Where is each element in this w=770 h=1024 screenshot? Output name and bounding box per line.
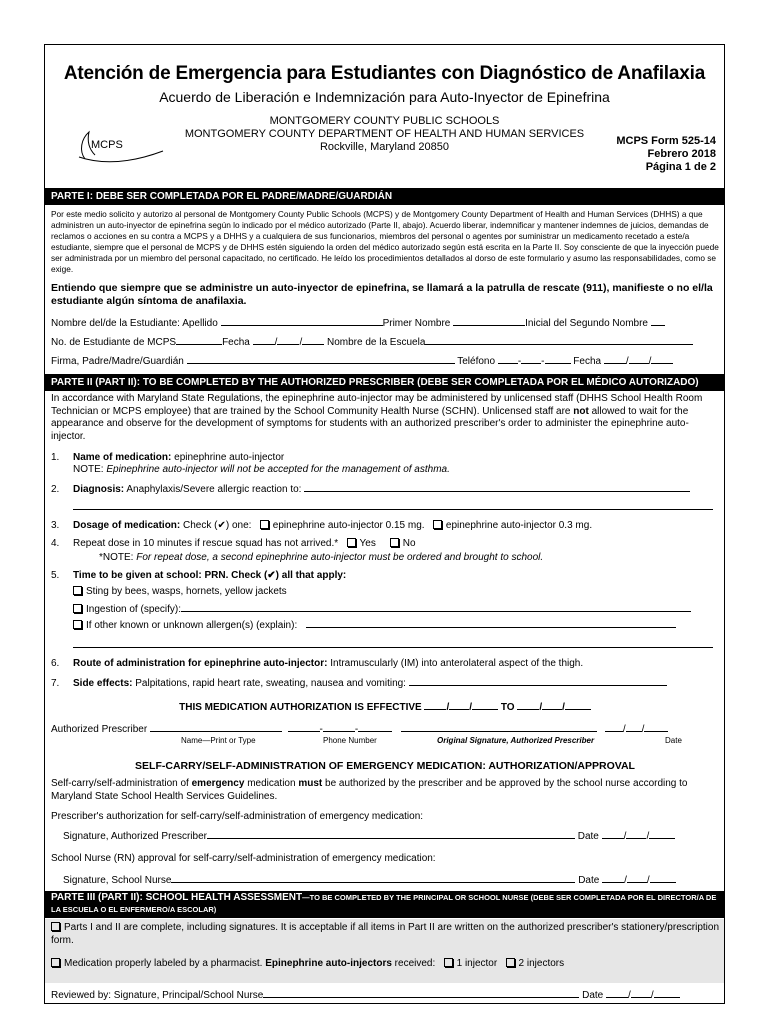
dose-03-label: epinephrine auto-injector 0.3 mg. xyxy=(445,520,593,531)
prescriber-signature-field[interactable] xyxy=(401,722,597,732)
prescriber-auth-label: Prescriber's authorization for self-carry/self-administration of emergency medication: xyxy=(51,811,424,822)
caption-date: Date xyxy=(665,736,682,745)
self-carry-c: medication xyxy=(244,778,299,789)
form-title: Atención de Emergencia para Estudiantes con Diagnóstico de Anafilaxia xyxy=(63,63,706,84)
other-allergen-field[interactable] xyxy=(306,618,676,628)
item-5-opt2 xyxy=(51,602,741,615)
form-id-block xyxy=(616,135,716,174)
reviewed-label: Reviewed by: Signature, Principal/School Nurse xyxy=(51,990,264,1001)
parent-signature-row: Firma, Padre/Madre/Guardián Teléfono - - Fecha / / xyxy=(51,354,719,367)
part1-body: Por este medio solicito y autorizo al personal de Montgomery County Public Schools (MCPS) y de Montgomery County Department of Health and Human Services (DHHS) a que administren un auto-inyector de epinefrina según lo indicado por el médico autorizado (Parte II, abajo). Acuerdo liberar, indemnificar y mantener indemnes de juicios, demandas de reclamos o acciones en su contra a MCPS y a DHHS y a cualquiera de sus funcionarios, miembros del personal o agentes por suministrar un medicamento recetado a este/a estudiante, siempre que el personal de MCPS y de DHHS estén siguiendo la orden del médico autorizado según está escrita en la Parte II. Soy consciente de que la inyección puede ser administrada por un miembro del personal capacitado, no certificado. He leído los procedimientos detallados al dorso de este formulario y asumo las responsabilidades, como se exige. xyxy=(51,209,719,274)
part2-heading: PARTE II (PART II): TO BE COMPLETED BY THE AUTHORIZED PRESCRIBER (DEBE SER COMPLETADA POR EL MÉDICO AUTORIZADO) xyxy=(45,374,724,391)
student-initial-label: Inicial del Segundo Nombre xyxy=(525,318,648,329)
date2-month-field[interactable] xyxy=(604,354,626,364)
ingestion-label: Ingestion of (specify): xyxy=(86,604,182,615)
caption-signature: Original Signature, Authorized Prescriber xyxy=(437,736,595,745)
diagnosis-field-2[interactable] xyxy=(73,500,713,510)
item-6: 6. Route of administration for epinephrine auto-injector: Intramuscularly (IM) into anterolateral aspect of the thigh. xyxy=(51,658,584,669)
org-line-1: MONTGOMERY COUNTY PUBLIC SCHOOLS xyxy=(269,115,500,127)
student-id-row: No. de Estudiante de MCPS Fecha / / Nombre de la Escuela xyxy=(51,335,719,348)
school-name-field[interactable] xyxy=(425,335,693,345)
effective-to-label: TO xyxy=(500,702,515,713)
effective-row: THIS MEDICATION AUTHORIZATION IS EFFECTIVE / / TO / / xyxy=(51,700,719,713)
effective-label: THIS MEDICATION AUTHORIZATION IS EFFECTIVE xyxy=(179,702,422,713)
parts-complete-checkbox[interactable] xyxy=(51,922,60,931)
item-5-opt3 xyxy=(51,618,741,631)
self-carry-b1: emergency xyxy=(191,778,245,789)
item-2: 2. Diagnosis: Anaphylaxis/Severe allergic reaction to: xyxy=(51,482,719,495)
prescriber-date-day[interactable] xyxy=(626,722,642,732)
sting-label: Sting by bees, wasps, hornets, yellow jackets xyxy=(86,586,287,597)
item-4-note-text: For repeat dose, a second epinephrine auto-injector must be ordered and brought to school. xyxy=(136,552,544,563)
phone-area-field[interactable] xyxy=(498,354,518,364)
effective-to-day[interactable] xyxy=(542,700,562,710)
prescriber-auth-signature-field[interactable] xyxy=(207,829,575,839)
item-3: 3. Dosage of medication: Check (✔) one: epinephrine auto-injector 0.15 mg. epinephrine auto-injector 0.3 mg. xyxy=(51,520,593,531)
item-3-value: Check (✔) one: xyxy=(180,520,252,531)
prescriber-phone-prefix[interactable] xyxy=(323,722,355,732)
part2-intro-b: allowed to wait for the appearance and observe for the development of symptoms for students with an authorized prescriber's order to administer the epinephrine auto-injector. xyxy=(51,405,689,442)
nurse-signature-field[interactable] xyxy=(171,873,575,883)
labeled-checkbox[interactable] xyxy=(51,958,60,967)
mcps-logo xyxy=(65,129,165,165)
form-date: Febrero 2018 xyxy=(647,148,716,160)
other-allergen-line-2 xyxy=(51,638,741,651)
form-page xyxy=(44,44,725,1004)
prescriber-auth-row: Signature, Authorized Prescriber Date / / xyxy=(51,829,731,842)
diagnosis-field[interactable] xyxy=(304,482,690,492)
org-line-2: MONTGOMERY COUNTY DEPARTMENT OF HEALTH AND HUMAN SERVICES xyxy=(184,128,585,140)
parent-signature-label: Firma, Padre/Madre/Guardián xyxy=(51,356,184,367)
diagnosis-line-2 xyxy=(51,500,741,513)
logo-text: MCPS xyxy=(91,139,123,151)
sting-checkbox[interactable] xyxy=(73,586,82,595)
prescriber-auth-signature-label: Signature, Authorized Prescriber xyxy=(63,831,207,842)
prescriber-date-year[interactable] xyxy=(644,722,668,732)
prescriber-row: Authorized Prescriber - - / / xyxy=(51,722,719,735)
school-name-label: Nombre de la Escuela xyxy=(327,337,426,348)
item-2-value: Anaphylaxis/Severe allergic reaction to: xyxy=(124,484,302,495)
item-7: 7. Side effects: Palpitations, rapid heart rate, sweating, nausea and vomiting: xyxy=(51,676,719,689)
self-carry-a: Self-carry/self-administration of xyxy=(51,778,192,789)
other-allergen-checkbox[interactable] xyxy=(73,620,82,629)
phone-prefix-field[interactable] xyxy=(521,354,541,364)
date2-label: Fecha xyxy=(573,356,602,367)
self-carry-d: be authorized by the prescriber and be approved by the school nurse according to Maryland State School Health Services Guidelines. xyxy=(51,778,688,802)
labeled-label: Medication properly labeled by a pharmacist. xyxy=(64,958,266,969)
prescriber-phone-line[interactable] xyxy=(358,722,392,732)
dose-03-checkbox[interactable] xyxy=(433,520,442,529)
part2-intro-bold: not xyxy=(573,405,589,417)
date2-year-field[interactable] xyxy=(651,354,673,364)
reviewed-date-label: Date xyxy=(582,990,604,1001)
item-1-note xyxy=(51,464,741,475)
nurse-signature-label: Signature, School Nurse xyxy=(63,875,172,886)
caption-name: Name—Print or Type xyxy=(181,736,256,745)
ingestion-checkbox[interactable] xyxy=(73,604,82,613)
nurse-date-day[interactable] xyxy=(627,873,647,883)
phone-line-field[interactable] xyxy=(545,354,571,364)
date2-day-field[interactable] xyxy=(629,354,649,364)
org-line-3: Rockville, Maryland 20850 xyxy=(319,141,449,153)
prescriber-date-month[interactable] xyxy=(605,722,623,732)
effective-to-year[interactable] xyxy=(565,700,591,710)
phone-label: Teléfono xyxy=(457,356,496,367)
item-1-value: epinephrine auto-injector xyxy=(171,452,285,463)
parts-complete-label: Parts I and II are complete, including signatures. It is acceptable if all items in Part II are written on the authorized prescriber's stationery/prescription form. xyxy=(51,922,719,946)
one-injector-checkbox[interactable] xyxy=(444,958,453,967)
reviewed-signature-field[interactable] xyxy=(263,988,579,998)
repeat-no-label: No xyxy=(402,538,416,549)
student-first-name-label: Primer Nombre xyxy=(382,318,451,329)
prescriber-auth-date-day[interactable] xyxy=(626,829,646,839)
reviewed-date-day[interactable] xyxy=(631,988,651,998)
other-allergen-field-2[interactable] xyxy=(73,638,713,648)
one-injector-label: 1 injector xyxy=(456,958,498,969)
prescriber-phone-area[interactable] xyxy=(288,722,320,732)
student-id-label: No. de Estudiante de MCPS xyxy=(51,337,177,348)
part3-check-2 xyxy=(51,958,719,969)
item-1: 1. Name of medication: epinephrine auto-injector xyxy=(51,452,285,463)
part3-check-1 xyxy=(51,922,719,947)
date-label: Fecha xyxy=(222,337,250,348)
reviewed-date-year[interactable] xyxy=(654,988,680,998)
part2-intro-a: In accordance with Maryland State Regulations, the epinephrine auto-injector may be administered by unlicensed staff (DHHS School Health Room Technician or MCPS employee) that are trained by the School Community Health Nurse (SCHN). Unlicensed staff are xyxy=(51,393,703,417)
item-5: 5. Time to be given at school: PRN. Check (✔) all that apply: xyxy=(51,570,347,581)
item-4-note xyxy=(51,552,767,563)
item-4-text: Repeat dose in 10 minutes if rescue squad has not arrived.* xyxy=(73,538,339,549)
date-year-field[interactable] xyxy=(302,335,324,345)
caption-phone: Phone Number xyxy=(323,736,377,745)
part3-heading-main: PARTE III (PART II): SCHOOL HEALTH ASSESSMENT xyxy=(51,892,303,903)
ingestion-field[interactable] xyxy=(181,602,691,612)
prescriber-auth-date-year[interactable] xyxy=(649,829,675,839)
nurse-date-label: Date xyxy=(578,875,600,886)
repeat-yes-label: Yes xyxy=(359,538,376,549)
student-initial-field[interactable] xyxy=(651,316,665,326)
nurse-date-year[interactable] xyxy=(650,873,676,883)
item-4-note-label: *NOTE: xyxy=(99,552,137,563)
student-name-row xyxy=(51,316,719,329)
item-7-value: Palpitations, rapid heart rate, sweating, nausea and vomiting: xyxy=(132,678,406,689)
item-1-note-label: NOTE: xyxy=(73,464,107,475)
parent-signature-field[interactable] xyxy=(187,354,455,364)
item-6-label: Route of administration for epinephrine auto-injector: xyxy=(73,658,328,669)
side-effects-field[interactable] xyxy=(409,676,667,686)
item-2-label: Diagnosis: xyxy=(73,484,125,495)
nurse-date-month[interactable] xyxy=(602,873,624,883)
student-last-name-label: Nombre del/de la Estudiante: Apellido xyxy=(51,318,218,329)
prescriber-label: Authorized Prescriber xyxy=(51,724,148,735)
reviewed-date-month[interactable] xyxy=(606,988,628,998)
self-carry-b2: must xyxy=(298,778,323,789)
effective-from-month[interactable] xyxy=(424,700,446,710)
student-first-name-field[interactable] xyxy=(453,316,525,326)
prescriber-name-field[interactable] xyxy=(150,722,282,732)
item-3-label: Dosage of medication: xyxy=(73,520,181,531)
prescriber-auth-date-month[interactable] xyxy=(602,829,624,839)
injectors-label: Epinephrine auto-injectors xyxy=(265,958,392,969)
part1-bold-note: Entiendo que siempre que se administre un auto-inyector de epinefrina, se llamará a la patrulla de rescate (911), manifieste o no el/la estudiante algún síntoma de anafilaxia. xyxy=(51,282,713,307)
dose-015-label: epinephrine auto-injector 0.15 mg. xyxy=(272,520,425,531)
two-injectors-checkbox[interactable] xyxy=(506,958,515,967)
item-7-label: Side effects: xyxy=(73,678,133,689)
item-1-note-text: Epinephrine auto-injector will not be accepted for the management of asthma. xyxy=(106,464,450,475)
date-month-field[interactable] xyxy=(253,335,275,345)
form-subtitle: Acuerdo de Liberación e Indemnización para Auto-Inyector de Epinefrina xyxy=(159,89,610,105)
repeat-yes-checkbox[interactable] xyxy=(347,538,356,547)
student-last-name-field[interactable] xyxy=(221,316,383,326)
student-id-field[interactable] xyxy=(176,335,222,345)
nurse-approval-label: School Nurse (RN) approval for self-carry/self-administration of emergency medication: xyxy=(51,853,436,864)
repeat-no-checkbox[interactable] xyxy=(390,538,399,547)
dose-015-checkbox[interactable] xyxy=(260,520,269,529)
item-4: 4. Repeat dose in 10 minutes if rescue squad has not arrived.* Yes No xyxy=(51,538,416,549)
item-1-label: Name of medication: xyxy=(73,452,172,463)
part2-intro xyxy=(51,393,719,443)
part1-heading: PARTE I: DEBE SER COMPLETADA POR EL PADRE/MADRE/GUARDIÁN xyxy=(45,188,724,205)
two-injectors-label: 2 injectors xyxy=(518,958,565,969)
item-5-opt1 xyxy=(51,586,741,597)
self-carry-heading: SELF-CARRY/SELF-ADMINISTRATION OF EMERGENCY MEDICATION: AUTHORIZATION/APPROVAL xyxy=(135,760,635,772)
item-5-label: Time to be given at school: PRN. Check (✔) all that apply: xyxy=(73,570,347,581)
received-label: received: xyxy=(391,958,436,969)
self-carry-text xyxy=(51,778,719,803)
page-number: Página 1 de 2 xyxy=(645,161,716,173)
date-day-field[interactable] xyxy=(277,335,299,345)
form-number: MCPS Form 525-14 xyxy=(616,135,716,147)
reviewed-row: Reviewed by: Signature, Principal/School Nurse Date / / xyxy=(51,988,719,1001)
prescriber-auth-date-label: Date xyxy=(577,831,599,842)
item-6-value: Intramuscularly (IM) into anterolateral aspect of the thigh. xyxy=(327,658,584,669)
part3-heading xyxy=(45,891,724,918)
part3-heading-small: —TO BE COMPLETED BY THE PRINCIPAL OR SCHOOL NURSE (DEBE SER COMPLETADA POR EL DIRECTOR/A DE LA ESCUELA O EL ENFERMERO/A ESCOLAR) xyxy=(51,893,717,914)
effective-to-month[interactable] xyxy=(517,700,539,710)
effective-from-day[interactable] xyxy=(449,700,469,710)
nurse-approval-row: Signature, School Nurse Date / / xyxy=(51,873,731,886)
other-allergen-label: If other known or unknown allergen(s) (explain): xyxy=(86,620,298,631)
effective-from-year[interactable] xyxy=(472,700,498,710)
